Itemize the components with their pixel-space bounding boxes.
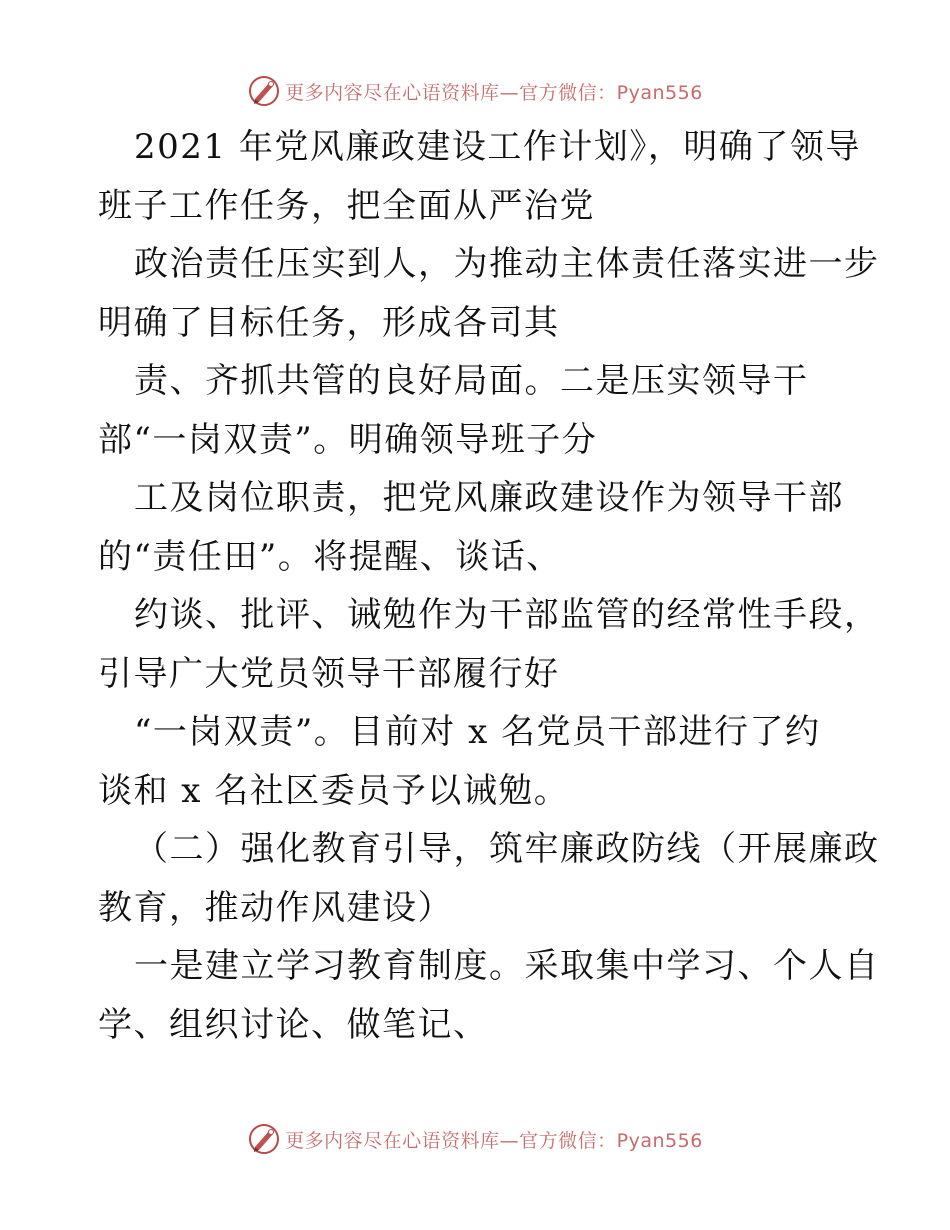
body-line: 一是建立学习教育制度。采取集中学习、个人自 (134, 946, 880, 986)
body-line: 2021 年党风廉政建设工作计划》，明确了领导 (134, 127, 861, 167)
body-line: 明确了目标任务，形成各司其 (98, 302, 560, 343)
body-line: 约谈、批评、诫勉作为干部监管的经常性手段， (134, 595, 880, 635)
body-line: 的“责任田”。将提醒、谈话、 (98, 536, 562, 577)
body-line: 班子工作任务，把全面从严治党 (98, 185, 595, 226)
watermark-text: 更多内容尽在心语资料库—官方微信：Pyan556 (285, 1129, 703, 1152)
body-line: 谈和 x 名社区委员予以诫勉。 (98, 770, 570, 811)
document-body (98, 118, 880, 1054)
body-line: 学、组织讨论、做笔记、 (98, 1004, 489, 1045)
body-line: 工及岗位职责，把党风廉政建设作为领导干部 (134, 478, 844, 518)
body-line: 部“一岗双责”。明确领导班子分 (98, 419, 598, 460)
body-line: 引导广大党员领导干部履行好 (98, 653, 560, 694)
footer-watermark (0, 1122, 950, 1156)
body-line: （二）强化教育引导，筑牢廉政防线（开展廉政 (134, 829, 880, 869)
body-line: 政治责任压实到人，为推动主体责任落实进一步 (134, 244, 880, 284)
header-watermark (0, 74, 950, 108)
pen-logo-icon (247, 74, 281, 108)
body-line: 责、齐抓共管的良好局面。二是压实领导干 (134, 361, 809, 401)
pen-logo-icon (247, 1122, 281, 1156)
watermark-text: 更多内容尽在心语资料库—官方微信：Pyan556 (285, 81, 703, 104)
body-line: “一岗双责”。目前对 x 名党员干部进行了约 (134, 712, 821, 752)
body-line: 教育，推动作风建设） (98, 887, 453, 928)
